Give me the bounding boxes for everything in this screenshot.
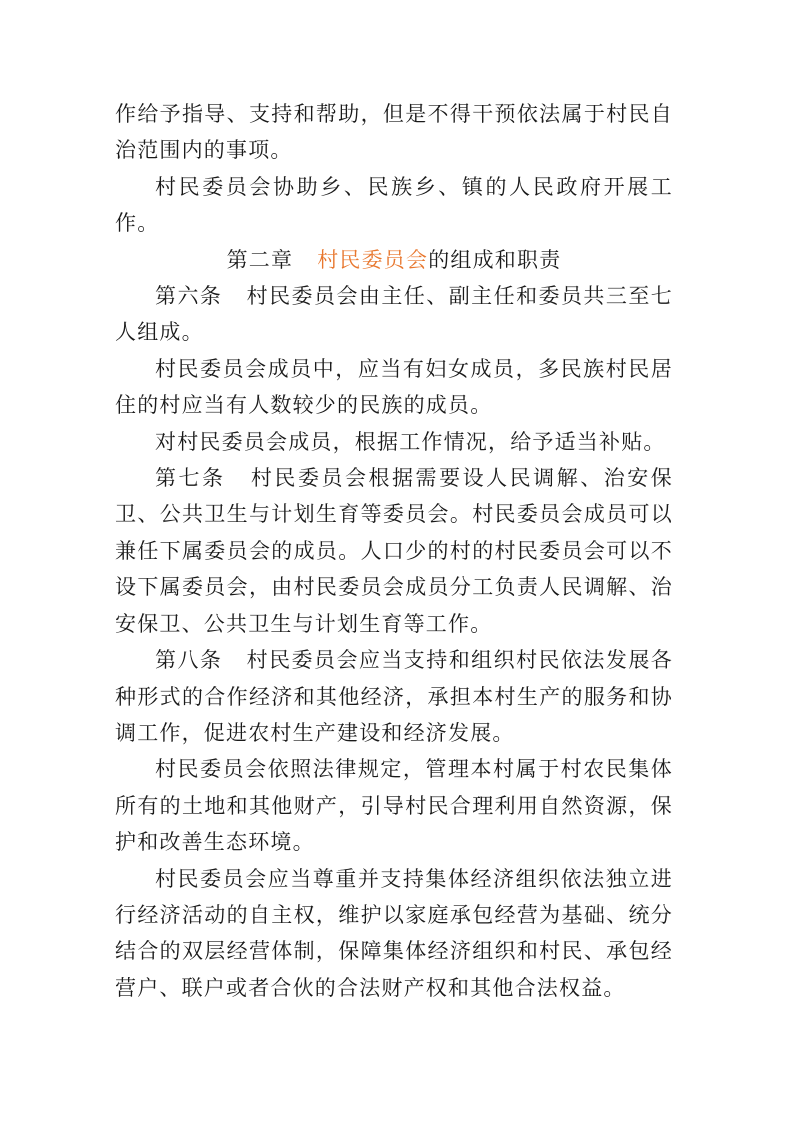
- paragraph-text: 村民委员会依照法律规定，管理本村属于村农民集体所有的土地和其他财产，引导村民合理利用自然资源，保护和改善生态环境。: [115, 757, 673, 855]
- paragraph: [115, 351, 673, 424]
- paragraph-text: 村民委员会应当尊重并支持集体经济组织依法独立进行经济活动的自主权，维护以家庭承包经营为基础、统分结合的双层经营体制，保障集体经济组织和村民、承包经营户、联户或者合伙的合法财产权和其他合法权益。: [115, 866, 673, 1000]
- article-7: [115, 460, 673, 642]
- document-body: [115, 96, 673, 1006]
- chapter-title-rest: 的组成和职责: [428, 247, 562, 272]
- paragraph-text: 对村民委员会成员，根据工作情况，给予适当补贴。: [155, 429, 666, 454]
- article-text: 村民委员会应当支持和组织村民依法发展各种形式的合作经济和其他经济，承担本村生产的服务和协调工作，促进农村生产建设和经济发展。: [115, 648, 673, 745]
- paragraph: [115, 424, 673, 460]
- article-text: 村民委员会根据需要设人民调解、治安保卫、公共卫生与计划生育等委员会。村民委员会成员可以兼任下属委员会的成员。人口少的村的村民委员会可以不设下属委员会，由村民委员会成员分工负责人民调解、治安保卫、公共卫生与计划生育等工作。: [115, 466, 673, 636]
- article-text: 村民委员会由主任、副主任和委员共三至七人组成。: [115, 284, 673, 345]
- paragraph: [115, 861, 673, 1007]
- chapter-number: 第二章: [226, 247, 294, 272]
- paragraph-text: 村民委员会成员中，应当有妇女成员，多民族村民居住的村应当有人数较少的民族的成员。: [115, 356, 673, 418]
- chapter-highlight: 村民委员会: [317, 247, 429, 272]
- paragraph: [115, 751, 673, 860]
- paragraph-text: 作给予指导、支持和帮助，但是不得干预依法属于村民自治范围内的事项。: [115, 102, 673, 163]
- article-6: [115, 278, 673, 351]
- article-number: 第七条: [155, 466, 226, 491]
- article-8: [115, 642, 673, 751]
- paragraph: [115, 169, 673, 242]
- article-number: 第六条: [155, 284, 223, 309]
- chapter-heading: [115, 242, 673, 278]
- paragraph-text: 村民委员会协助乡、民族乡、镇的人民政府开展工作。: [115, 174, 673, 236]
- article-number: 第八条: [155, 648, 223, 673]
- paragraph-continued: [115, 96, 673, 169]
